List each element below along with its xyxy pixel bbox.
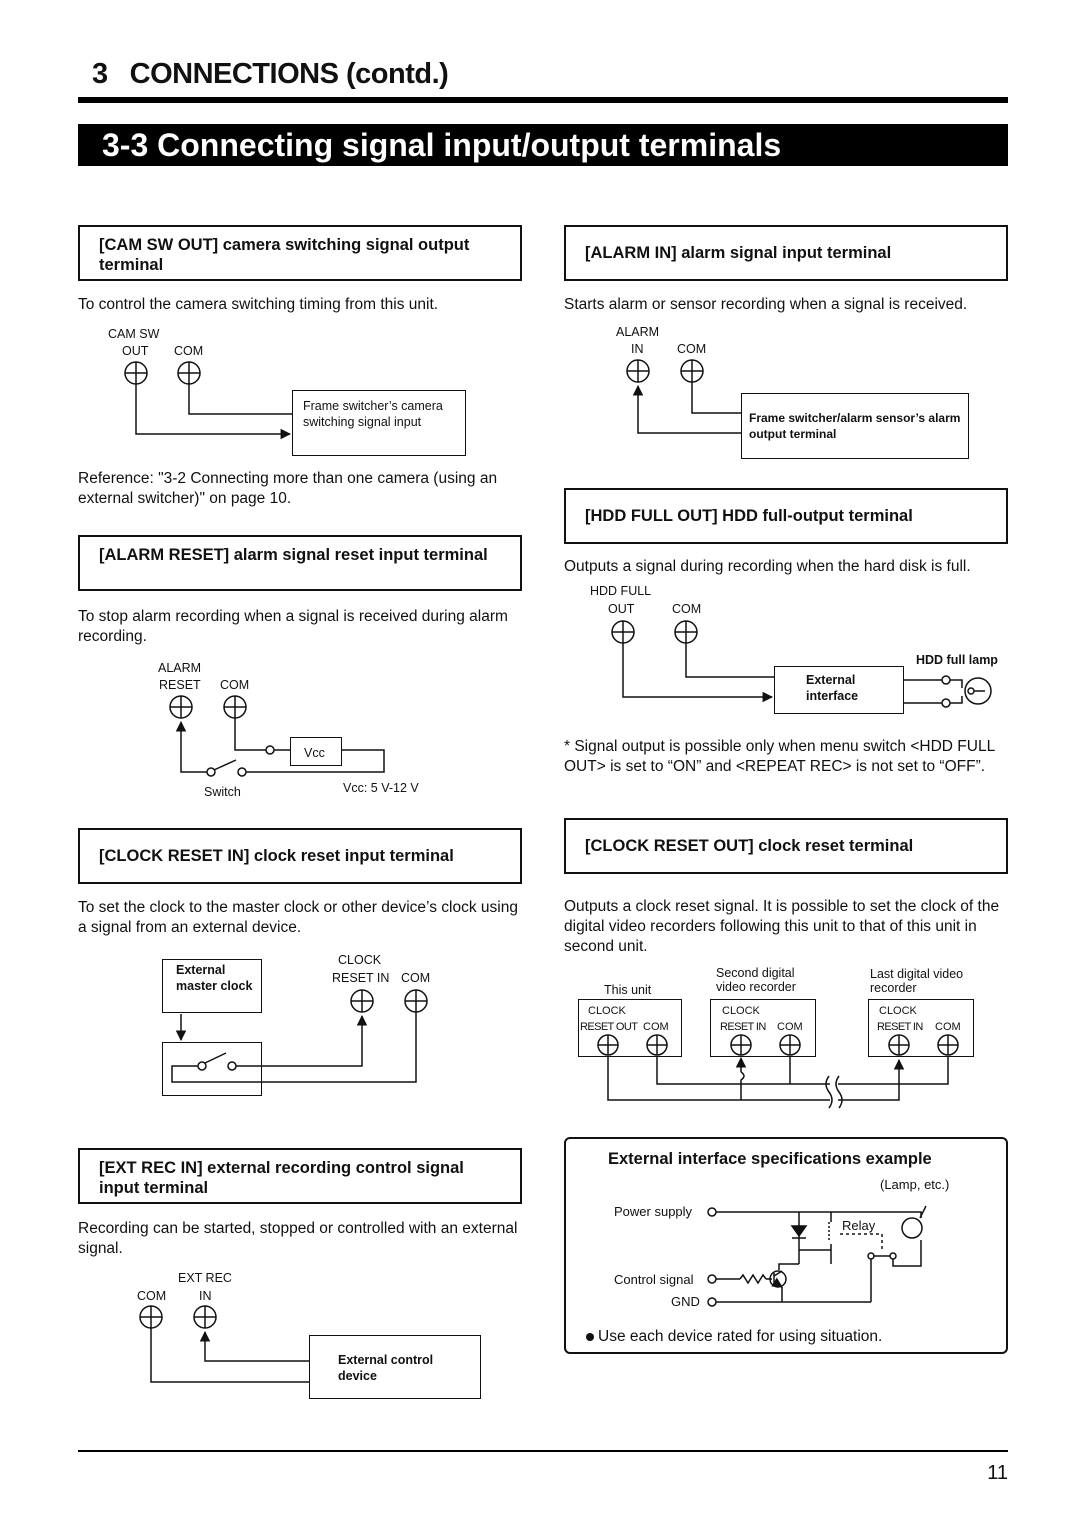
alarm-reset-heading: [ALARM RESET] alarm signal reset input terminal (78, 535, 522, 591)
reference-note: Reference: "3-2 Connecting more than one camera (using an external switcher)" on page 10. (78, 470, 498, 507)
clock-reset-in-terminal-icon (351, 990, 373, 1012)
alarm-reset-pin-label: RESET (159, 678, 201, 692)
clock-reset-in-com-terminal-icon (405, 990, 427, 1012)
alarm-reset-com-terminal-icon (224, 696, 246, 718)
second-dvr-com-label: COM (777, 1021, 803, 1033)
cam-sw-com-terminal-icon (178, 362, 200, 384)
hdd-full-out-terminal-icon (612, 621, 634, 643)
hdd-full-out-description: Outputs a signal during recording when the hard disk is full. (564, 558, 971, 575)
hdd-full-com-terminal-icon (675, 621, 697, 643)
cam-sw-out-description: To control the camera switching timing from this unit. (78, 296, 439, 313)
cam-sw-out-heading: [CAM SW OUT] camera switching signal output terminal (78, 225, 522, 281)
hdd-full-out-heading: [HDD FULL OUT] HDD full-output terminal (564, 488, 1008, 544)
alarm-com-pin-label: COM (677, 342, 707, 356)
chapter-number: 3 (92, 58, 108, 90)
this-unit-reset-out-label: RESET OUT (580, 1021, 638, 1033)
ext-rec-com-terminal-icon (140, 1306, 162, 1328)
ext-rec-in-pin-label: IN (199, 1289, 212, 1303)
spec-lamp-label: (Lamp, etc.) (880, 1177, 950, 1192)
spec-control-signal-label: Control signal (614, 1272, 694, 1287)
frame-switcher-text: Frame switcher’s camera switching signal input (303, 399, 443, 429)
vcc-range-label: Vcc: 5 V-12 V (343, 781, 419, 795)
reset-in-pin-label: RESET IN (332, 971, 390, 985)
external-master-clock-text: External master clock (176, 963, 253, 993)
clock-com-pin-label: COM (401, 971, 431, 985)
hdd-full-terminal-label: HDD FULL (590, 584, 652, 598)
section-title: 3-3 Connecting signal input/output terminals (78, 124, 1008, 166)
hdd-full-lamp-label: HDD full lamp (916, 653, 998, 667)
clock-reset-out-description: Outputs a clock reset signal. It is possible to set the clock of the digital video recorders following this unit to that of this unit in second unit. (564, 898, 1000, 955)
clock-reset-in-description: To set the clock to the master clock or other device’s clock using a signal from an external device. (78, 899, 518, 936)
alarm-in-terminal-icon (627, 360, 649, 382)
last-dvr-label: Last digital video recorder (870, 967, 964, 995)
cam-sw-out-terminal-icon (125, 362, 147, 384)
alarm-reset-terminal-label: ALARM (158, 661, 202, 675)
alarm-reset-com-pin-label: COM (220, 678, 250, 692)
alarm-sensor-text: Frame switcher/alarm sensor’s alarm output terminal (749, 411, 961, 441)
alarm-reset-terminal-icon (170, 696, 192, 718)
this-unit-clock-label: CLOCK (588, 1005, 626, 1017)
clock-switch-box (162, 1042, 262, 1096)
spec-panel (564, 1137, 1008, 1354)
spec-note: Use each device rated for using situation. (598, 1328, 883, 1345)
clock-terminal-label: CLOCK (338, 953, 382, 967)
footer-rule (78, 1450, 1008, 1452)
switch-label: Switch (204, 785, 241, 799)
this-unit-com-label: COM (643, 1021, 669, 1033)
spec-power-supply-label: Power supply (614, 1204, 693, 1219)
alarm-in-com-terminal-icon (681, 360, 703, 382)
spec-gnd-label: GND (671, 1294, 700, 1309)
ext-rec-in-heading: [EXT REC IN] external recording control signal input terminal (78, 1148, 522, 1204)
cam-sw-terminal-label: CAM SW (108, 327, 160, 341)
last-dvr-clock-label: CLOCK (879, 1005, 917, 1017)
this-unit-label: This unit (604, 983, 652, 997)
ext-rec-in-description: Recording can be started, stopped or controlled with an external signal. (78, 1220, 518, 1257)
hdd-full-out-pin-label: OUT (608, 602, 635, 616)
ext-rec-in-terminal-icon (194, 1306, 216, 1328)
ext-rec-com-pin-label: COM (137, 1289, 167, 1303)
external-interface-text: External interface (806, 673, 859, 703)
alarm-in-terminal-label: ALARM (616, 325, 660, 339)
last-dvr-com-label: COM (935, 1021, 961, 1033)
alarm-in-pin-label: IN (631, 342, 644, 356)
cam-sw-out-pin-label: OUT (122, 344, 149, 358)
clock-reset-out-heading: [CLOCK RESET OUT] clock reset terminal (564, 818, 1008, 874)
hdd-full-com-pin-label: COM (672, 602, 702, 616)
chapter-title: CONNECTIONS (contd.) (129, 58, 449, 90)
cam-sw-com-pin-label: COM (174, 344, 204, 358)
second-dvr-clock-label: CLOCK (722, 1005, 760, 1017)
alarm-in-heading: [ALARM IN] alarm signal input terminal (564, 225, 1008, 281)
hdd-full-note: * Signal output is possible only when menu switch <HDD FULL OUT> is set to “ON” and <REPEAT REC> is not set to “OFF”. (564, 738, 995, 775)
external-control-device-text: External control device (338, 1353, 434, 1383)
vcc-label: Vcc (304, 746, 325, 760)
page-number: 11 (987, 1462, 1008, 1484)
second-dvr-reset-in-label: RESET IN (720, 1021, 766, 1033)
alarm-in-description: Starts alarm or sensor recording when a signal is received. (564, 296, 968, 313)
last-dvr-reset-in-label: RESET IN (877, 1021, 923, 1033)
spec-relay-label: Relay (842, 1218, 876, 1233)
second-dvr-label: Second digital video recorder (716, 966, 796, 994)
ext-rec-terminal-label: EXT REC (178, 1271, 232, 1285)
spec-heading: External interface specifications example (608, 1150, 932, 1168)
clock-reset-in-heading: [CLOCK RESET IN] clock reset input terminal (78, 828, 522, 884)
alarm-reset-description: To stop alarm recording when a signal is received during alarm recording. (78, 608, 508, 645)
